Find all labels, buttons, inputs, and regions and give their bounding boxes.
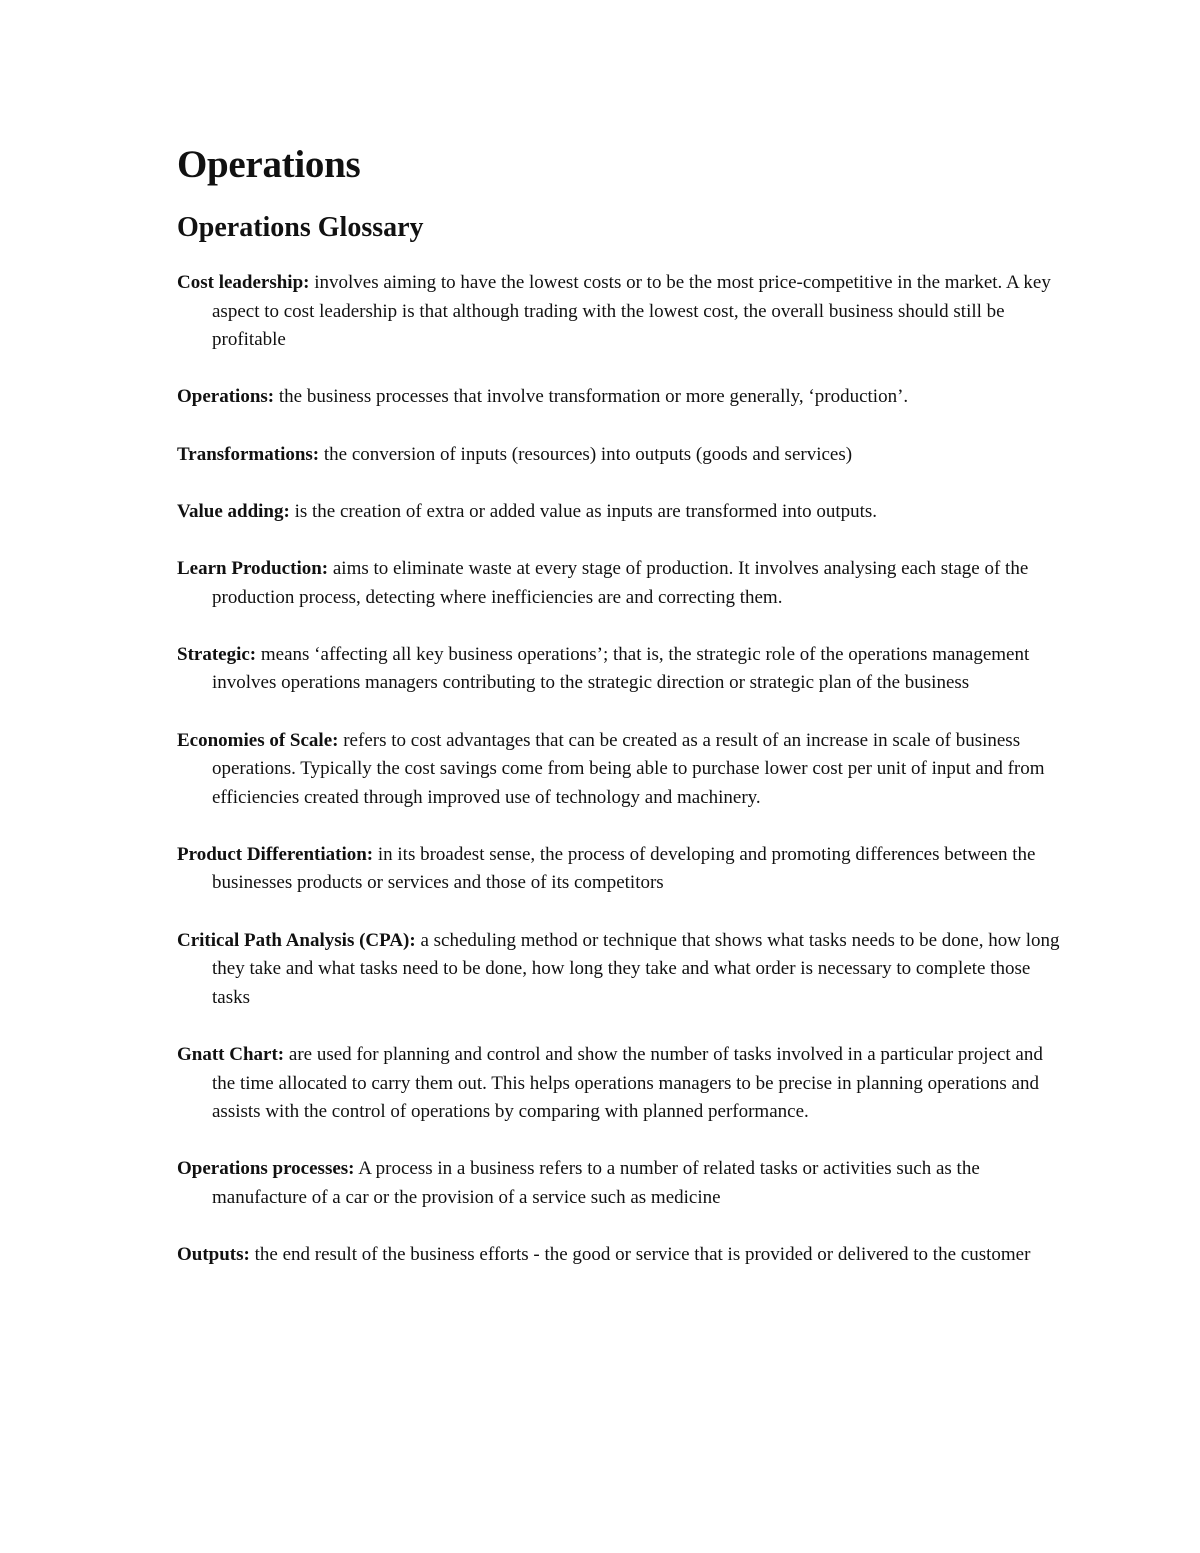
glossary-definition: in its broadest sense, the process of developing and promoting differences between the businesses products or services and those of its competitors (212, 843, 1036, 894)
glossary-term: Product Differentiation: (177, 843, 374, 865)
glossary-definition: the conversion of inputs (resources) into outputs (goods and services) (319, 443, 853, 465)
glossary-entry-gnatt-chart (177, 1041, 1067, 1127)
glossary-term: Gnatt Chart: (177, 1044, 285, 1066)
glossary-definition: the end result of the business efforts - the good or service that is provided or delivered to the customer (249, 1244, 1031, 1266)
glossary-term: Learn Production: (177, 557, 329, 579)
glossary-entry-economies-of-scale (177, 727, 1067, 813)
glossary-entry-outputs (177, 1241, 1067, 1270)
glossary-list (177, 269, 1067, 1270)
glossary-term: Value adding: (177, 500, 290, 522)
glossary-term: Operations: (177, 386, 275, 408)
glossary-entry-strategic (177, 641, 1067, 698)
glossary-term: Strategic: (177, 643, 257, 665)
glossary-definition: involves aiming to have the lowest costs or to be the most price-competitive in the market. A key aspect to cost leadership is that although trading with the lowest cost, the overall business should still be profitable (212, 272, 1051, 351)
glossary-term: Critical Path Analysis (CPA): (177, 929, 416, 951)
glossary-entry-operations-processes (177, 1155, 1067, 1212)
glossary-definition: is the creation of extra or added value as inputs are transformed into outputs. (289, 500, 878, 522)
page-title: Operations (177, 143, 361, 186)
glossary-term: Transformations: (177, 443, 320, 465)
glossary-term: Outputs: (177, 1244, 250, 1266)
glossary-entry-product-differentiation (177, 841, 1067, 898)
glossary-definition: the business processes that involve transformation or more generally, ‘production’. (274, 386, 909, 408)
glossary-term: Operations processes: (177, 1158, 355, 1180)
glossary-definition: a scheduling method or technique that shows what tasks needs to be done, how long they take and what tasks need to be done, how long they take and what order is necessary to complete those tasks (212, 929, 1060, 1008)
glossary-entry-cost-leadership (177, 269, 1067, 355)
document-body (177, 140, 1067, 1298)
glossary-entry-learn-production (177, 555, 1067, 612)
glossary-definition: refers to cost advantages that can be created as a result of an increase in scale of business operations. Typically the cost savings come from being able to purchase lower cost per unit of input and from efficiencies created through improved use of technology and machinery. (212, 729, 1045, 808)
glossary-entry-value-adding (177, 498, 1067, 527)
glossary-term: Cost leadership: (177, 272, 310, 293)
glossary-entry-transformations (177, 441, 1067, 470)
glossary-definition: are used for planning and control and show the number of tasks involved in a particular project and the time allocated to carry them out. This helps operations managers to be precise in planning operations and assists with the control of operations by comparing with planned performance. (212, 1044, 1043, 1123)
glossary-definition: means ‘affecting all key business operations’; that is, the strategic role of the operations management involves operations managers contributing to the strategic direction or strategic plan of the business (212, 643, 1030, 694)
glossary-entry-critical-path-analysis (177, 927, 1067, 1013)
glossary-definition: A process in a business refers to a number of related tasks or activities such as the manufacture of a car or the provision of a service such as medicine (212, 1158, 980, 1208)
glossary-definition: aims to eliminate waste at every stage of production. It involves analysing each stage of the production process, detecting where inefficiencies are and correcting them. (212, 557, 1029, 608)
glossary-heading: Operations Glossary (177, 212, 424, 243)
glossary-term: Economies of Scale: (177, 729, 339, 751)
glossary-entry-operations (177, 383, 1067, 412)
